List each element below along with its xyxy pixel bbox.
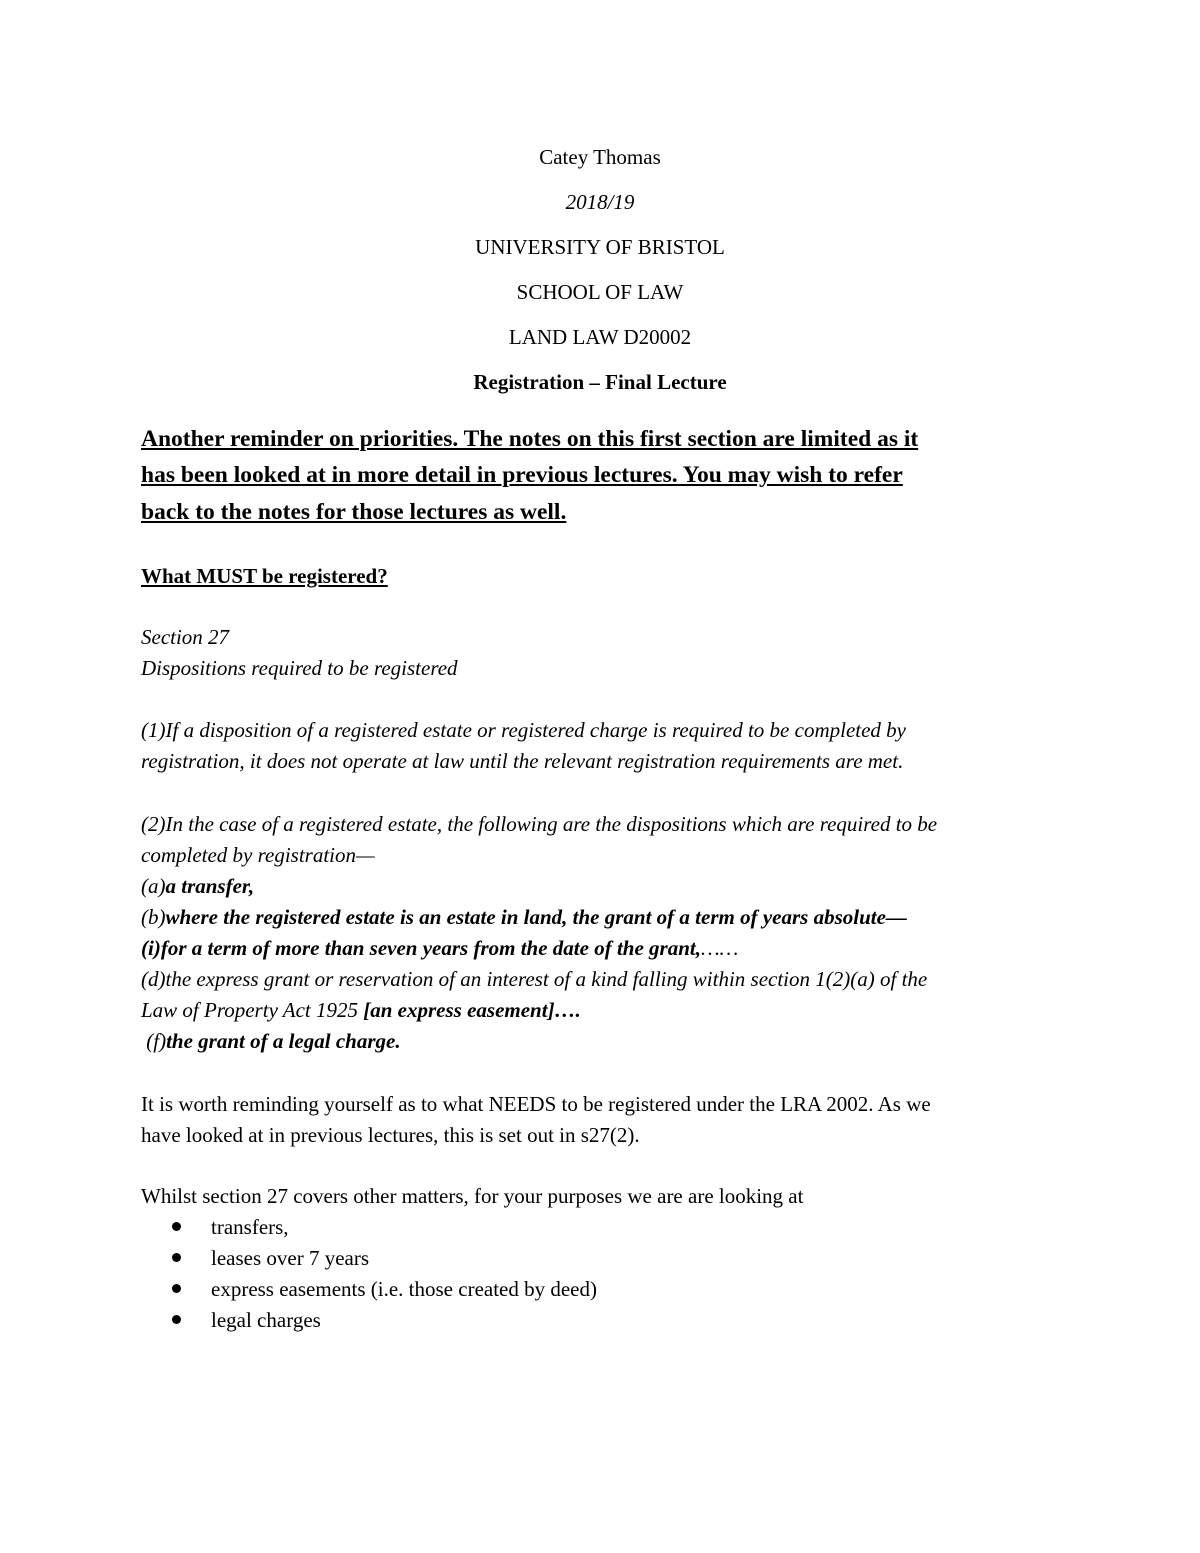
paragraph-2-line-1: Whilst section 27 covers other matters, for your purposes we are are looking at (141, 1184, 804, 1208)
intro-line-3: back to the notes for those lectures as well. (141, 499, 567, 525)
item-f-text: the grant of a legal charge. (166, 1029, 401, 1053)
intro-line-2: has been looked at in more detail in previous lectures. You may wish to refer (141, 462, 903, 488)
statute-item-d-line1: (d)the express grant or reservation of an interest of a kind falling within section 1(2)(a) of the (141, 967, 928, 991)
item-f-prefix: (f) (141, 1029, 167, 1053)
university-name: UNIVERSITY OF BRISTOL (475, 235, 725, 259)
item-a-prefix: (a) (141, 874, 166, 898)
item-i-text: for a term of more than seven years from the date of the grant, (160, 936, 701, 960)
item-d-line2-text: Law of Property Act 1925 (141, 998, 364, 1022)
bullet-icon (172, 1222, 181, 1231)
school-name: SCHOOL OF LAW (516, 280, 684, 304)
item-i-suffix: …… (700, 936, 739, 960)
bullet-icon (172, 1284, 181, 1293)
list-item-text: legal charges (211, 1308, 321, 1332)
list-item-text: leases over 7 years (211, 1246, 370, 1270)
paragraph-1-line-2: have looked at in previous lectures, this is set out in s27(2). (141, 1123, 640, 1147)
paragraph-1-line-1: It is worth reminding yourself as to what NEEDS to be registered under the LRA 2002. As we (141, 1092, 931, 1116)
statute-item-a (141, 873, 254, 899)
item-b-prefix: (b) (141, 905, 166, 929)
item-d-annotation: [an express easement]…. (363, 998, 581, 1022)
statute-item-i (141, 935, 738, 961)
bullet-icon (172, 1253, 181, 1262)
academic-year: 2018/19 (565, 190, 635, 214)
statute-sub1-line1: (1)If a disposition of a registered estate or registered charge is required to be completed by (141, 718, 906, 742)
bullet-icon (172, 1315, 181, 1324)
item-a-text: a transfer, (165, 874, 255, 898)
statute-sub2-line1: (2)In the case of a registered estate, the following are the dispositions which are required to be (141, 812, 938, 836)
statute-sub2-line2: completed by registration— (141, 843, 375, 867)
statute-item-f (141, 1028, 401, 1054)
list-item-text: transfers, (211, 1215, 289, 1239)
list-item-text: express easements (i.e. those created by deed) (211, 1277, 597, 1301)
statute-sub1-line2: registration, it does not operate at law until the relevant registration requirements are met. (141, 749, 904, 773)
statute-heading: Dispositions required to be registered (141, 656, 458, 680)
statute-item-b (141, 904, 907, 930)
statute-section: Section 27 (141, 625, 230, 649)
statute-item-d-line2 (141, 997, 581, 1023)
intro-line-1: Another reminder on priorities. The notes on this first section are limited as it (141, 426, 919, 452)
lecture-title: Registration – Final Lecture (473, 370, 727, 394)
item-b-text: where the registered estate is an estate in land, the grant of a term of years absolute— (165, 905, 907, 929)
section-heading: What MUST be registered? (141, 564, 388, 588)
item-i-prefix: (i) (141, 936, 161, 960)
course-code: LAND LAW D20002 (508, 325, 692, 349)
author-name: Catey Thomas (539, 145, 661, 169)
